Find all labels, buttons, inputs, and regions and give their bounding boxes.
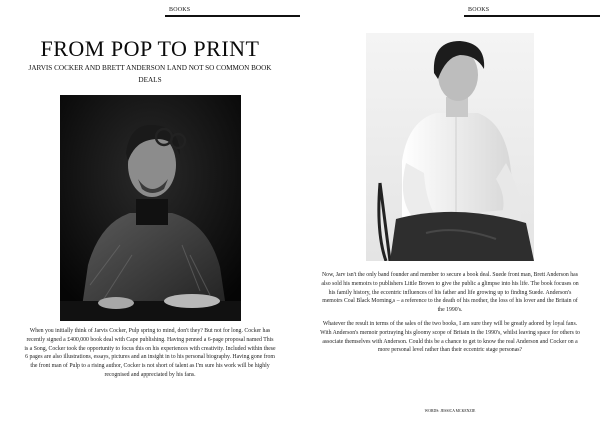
- section-label: BOOKS: [468, 7, 490, 13]
- paragraph-2: Whatever the result in terms of the sales of the two books, I am sure they will be greatly adored by loyal fans. With Anderson's memoir portraying his gloomy scope of Britain in the 1990's, whilst leaving space for others to associate themselves with Anderson. Could this be a chance to get to know the real Anderson and Cocker on a more personal level rather than their eccentric stage personas?: [320, 320, 580, 354]
- author-credit: WORDS: JESSICA MCKENZIE: [424, 409, 476, 413]
- right-page: [300, 0, 600, 424]
- photo-brett-anderson: [366, 33, 534, 261]
- subhead: JARVIS COCKER AND BRETT ANDERSON LAND NOT SO COMMON BOOK DEALS: [28, 64, 272, 84]
- body-text-right: [318, 271, 582, 360]
- paragraph-1: Now, Jarv isn't the only band founder and member to secure a book deal. Suede front man, Brett Anderson has also sold his memoirs to publishers Little Brown to give the public a glimpse into his life. The book focuses on his family history, the eccentric influences of his father and life growing up to finding Suede. Anderson's memoirs Coal Black Morning,s – a reference to the death of his mother, the loss of his lover and the Britain of the 1990's.: [321, 272, 579, 314]
- portrait-icon: [366, 33, 534, 261]
- section-rule: [464, 15, 600, 17]
- portrait-icon: [60, 95, 241, 321]
- section-label: BOOKS: [169, 7, 191, 13]
- section-rule: [165, 15, 300, 17]
- photo-jarvis-cocker: [60, 95, 241, 321]
- headline: FROM POP TO PRINT: [40, 36, 260, 61]
- body-text-left: When you initially think of Jarvis Cocker, Pulp spring to mind, don't they? But not for long. Cocker has recently signed a £400,000 book deal with Cape publishing. Having penned a 6-page proposal named This is a Song, Cocker took the opportunity to focus this on his experiences with creativity. Included within these 6 pages are also illustrations, essays, pictures and an insight in to his personal biography. Having gone from the front man of Pulp to a rising author, Cocker is not short of talent as I'm sure his work will be highly recognised and appreciated by his fans.: [24, 328, 276, 378]
